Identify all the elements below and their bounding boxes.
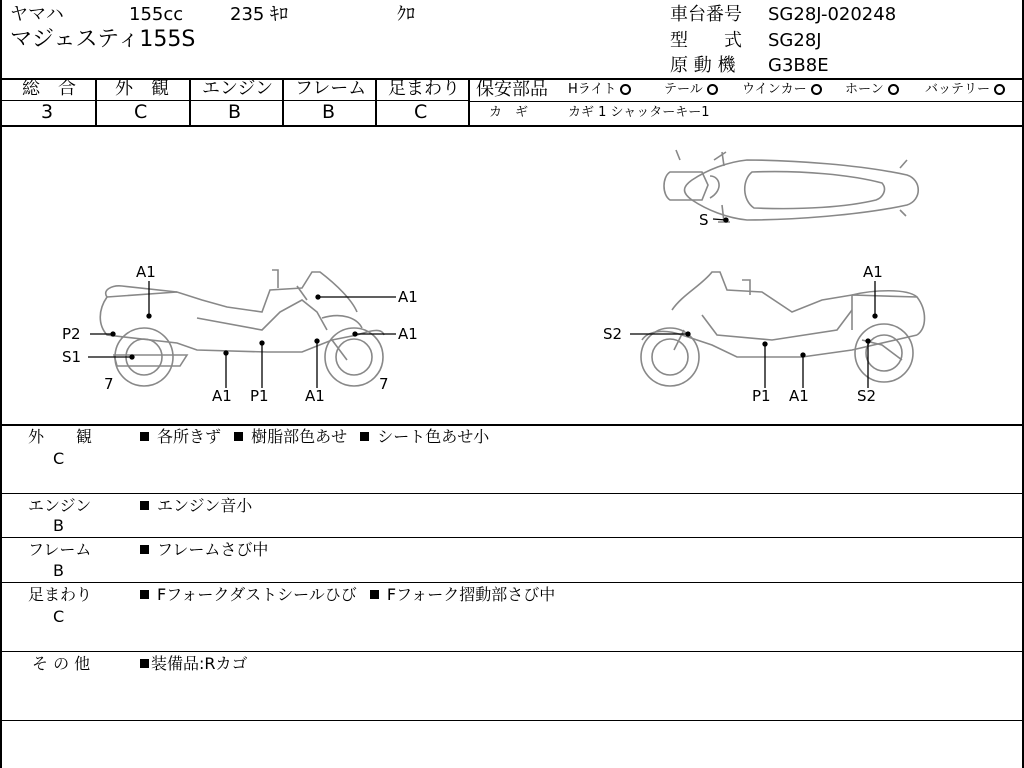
grade-exterior-label: 外 観 bbox=[115, 78, 169, 99]
damage-label: A1 bbox=[398, 325, 418, 343]
grade-suspension-label: 足まわり bbox=[388, 78, 460, 99]
type-value: SG28J bbox=[768, 30, 822, 51]
divider bbox=[2, 651, 1022, 652]
remark-grade: C bbox=[53, 607, 65, 626]
model-name: マジェスティ155S bbox=[10, 27, 196, 52]
remark-item: 各所きず bbox=[157, 427, 222, 446]
grade-frame-label: フレーム bbox=[295, 78, 367, 99]
safety-item-name: ウインカー bbox=[742, 82, 807, 97]
remark-item: 装備品:Rカゴ bbox=[151, 654, 248, 673]
callout-lines bbox=[88, 218, 877, 388]
safety-item-name: テール bbox=[664, 82, 703, 97]
divider bbox=[2, 537, 1022, 538]
damage-label: A1 bbox=[305, 387, 325, 405]
damage-label: A1 bbox=[212, 387, 232, 405]
grade-overall-label: 総 合 bbox=[22, 78, 76, 99]
damage-label: S2 bbox=[857, 387, 877, 405]
remark-item: シート色あせ小 bbox=[377, 427, 490, 446]
color: ｸﾛ bbox=[397, 4, 415, 25]
divider bbox=[2, 424, 1022, 426]
safety-item-name: バッテリー bbox=[925, 82, 991, 97]
bullet-square-icon bbox=[140, 432, 149, 441]
remark-item: エンジン音小 bbox=[157, 496, 253, 515]
damage-label: P1 bbox=[250, 387, 269, 405]
remark-category: フレーム bbox=[28, 540, 92, 559]
remark-items bbox=[140, 656, 248, 672]
remark-items bbox=[140, 498, 252, 514]
frame-no-label: 車台番号 bbox=[670, 4, 742, 25]
bullet-square-icon bbox=[140, 590, 149, 599]
bullet-square-icon bbox=[360, 432, 369, 441]
safety-item-name: Hライト bbox=[568, 82, 617, 97]
remark-category: そ の 他 bbox=[32, 654, 91, 673]
key-label: カ ギ bbox=[489, 105, 529, 120]
bullet-square-icon bbox=[140, 545, 149, 554]
remark-category: 足まわり bbox=[28, 585, 93, 604]
bullet-square-icon bbox=[140, 501, 149, 510]
safety-label: 保安部品 bbox=[476, 79, 548, 100]
damage-label: 7 bbox=[379, 375, 389, 393]
grade-exterior-value: C bbox=[134, 101, 148, 123]
damage-label: P2 bbox=[62, 325, 81, 343]
damage-label: A1 bbox=[863, 263, 883, 281]
displacement: 155cc bbox=[129, 4, 184, 25]
damage-label: S2 bbox=[603, 325, 623, 343]
bullet-square-icon bbox=[370, 590, 379, 599]
type-label: 型 式 bbox=[670, 30, 742, 51]
divider bbox=[2, 582, 1022, 583]
damage-label: A1 bbox=[789, 387, 809, 405]
grade-engine-value: B bbox=[228, 101, 242, 123]
engine-label: 原 動 機 bbox=[670, 55, 736, 76]
damage-label: 7 bbox=[104, 375, 114, 393]
mileage: 235 ｷﾛ bbox=[230, 4, 289, 25]
remark-item: フレームさび中 bbox=[157, 540, 269, 559]
remark-category: エンジン bbox=[28, 496, 92, 515]
grade-frame-value: B bbox=[322, 101, 336, 123]
remark-grade: C bbox=[53, 449, 65, 468]
remark-items bbox=[140, 542, 268, 558]
key-value: カギ 1 シャッターキー1 bbox=[568, 105, 710, 120]
remark-item: Fフォークダストシールひび bbox=[157, 585, 357, 604]
damage-label: S1 bbox=[62, 348, 82, 366]
remark-grade: B bbox=[53, 516, 64, 535]
bullet-square-icon bbox=[234, 432, 243, 441]
grade-engine-label: エンジン bbox=[202, 78, 274, 99]
damage-label: A1 bbox=[136, 263, 156, 281]
grade-suspension-value: C bbox=[414, 101, 428, 123]
remark-items bbox=[140, 587, 555, 603]
divider bbox=[2, 720, 1022, 721]
bullet-square-icon bbox=[140, 659, 149, 668]
divider bbox=[2, 493, 1022, 494]
scooter-left-side-view bbox=[100, 270, 384, 386]
remark-category: 外 観 bbox=[28, 427, 93, 446]
engine-value: G3B8E bbox=[768, 55, 829, 76]
frame-no: SG28J-020248 bbox=[768, 4, 897, 25]
damage-label: A1 bbox=[398, 288, 418, 306]
damage-diagram bbox=[2, 0, 1024, 768]
remark-item: 樹脂部色あせ bbox=[251, 427, 348, 446]
damage-label: S bbox=[699, 211, 709, 229]
maker: ヤマハ bbox=[10, 4, 64, 25]
scooter-right-side-view bbox=[641, 272, 925, 386]
remark-items bbox=[140, 429, 489, 445]
remark-item: Fフォーク摺動部さび中 bbox=[386, 585, 556, 604]
safety-item-name: ホーン bbox=[845, 82, 884, 97]
grade-overall-value: 3 bbox=[41, 101, 54, 123]
damage-label: P1 bbox=[752, 387, 771, 405]
remark-grade: B bbox=[53, 561, 64, 580]
